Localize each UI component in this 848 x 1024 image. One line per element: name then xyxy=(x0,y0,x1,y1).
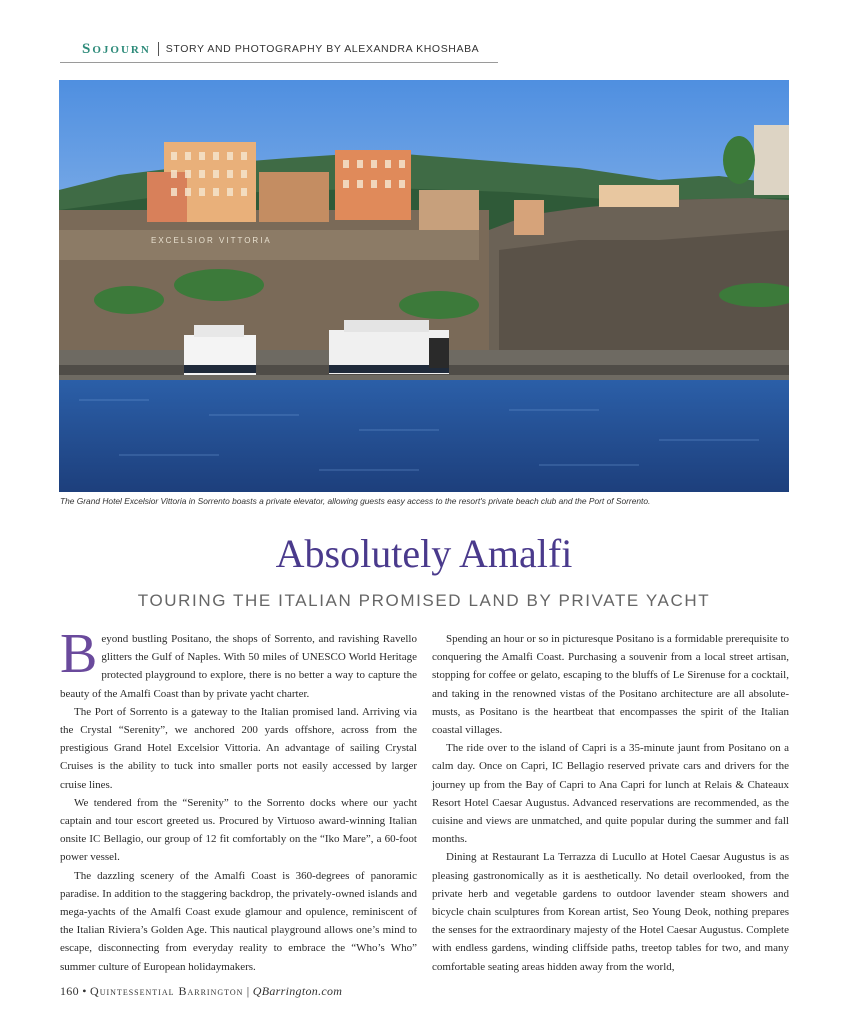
page-number: 160 xyxy=(60,984,79,998)
paragraph: Spending an hour or so in picturesque Positano is a formidable prerequisite to conquering the Amalfi Coast. Purchasing a souvenir from a local street artisan, stopping for coffee or gelato, escaping to the bluffs of Le Sirenuse for a cocktail, and taking in the renowned vistas of the Positano architecture are all absolute-musts, as Positano is the heartbeat that encompasses the spirit of the Italian coastal villages. xyxy=(432,633,789,737)
sorrento-coast-illustration xyxy=(59,80,789,492)
photo-caption: The Grand Hotel Excelsior Vittoria in Sorrento boasts a private elevator, allowing guests easy access to the resort's private beach club and the Port of Sorrento. xyxy=(60,496,651,506)
paragraph: The Port of Sorrento is a gateway to the Italian promised land. Arriving via the Crystal “Serenity”, we anchored 200 yards offshore, across from the prestigious Grand Hotel Excelsior Vittoria. An advantage of sailing Crystal Cruises is the ability to tuck into smaller ports not easily accessed by larger cruise lines. xyxy=(60,705,417,791)
column-left xyxy=(60,623,417,976)
drop-cap: B xyxy=(60,623,98,685)
header-divider xyxy=(158,42,159,56)
website-link[interactable]: QBarrington.com xyxy=(252,984,343,998)
column-right xyxy=(432,630,789,976)
publication-name: Quintessential Barrington xyxy=(90,984,244,998)
section-name: Sojourn xyxy=(82,41,151,57)
article-subtitle: TOURING THE ITALIAN PROMISED LAND BY PRIVATE YACHT xyxy=(137,591,711,610)
footer-bullet: • xyxy=(82,984,87,998)
paragraph: Beyond bustling Positano, the shops of Sorrento, and ravishing Ravello glitters the Gulf of Naples. With 50 miles of UNESCO World Heritage protected playground to explore, there is no better a way to capture the beauty of the Amalfi Coast than by private yacht charter. xyxy=(60,623,417,700)
paragraph: The dazzling scenery of the Amalfi Coast is 360-degrees of panoramic paradise. In addition to the staggering backdrop, the privately-owned islands and mega-yachts of the Amalfi Coast exude glamour and opulence, reminiscent of the Italian Riviera’s Golden Age. This nautical playground allows one’s mind to escape, disconnecting from everyday reality to embrace the “Who’s Who” summer culture of European holidaymakers. xyxy=(60,869,417,973)
hotel-sign: EXCELSIOR VITTORIA xyxy=(151,236,272,245)
paragraph: We tendered from the “Serenity” to the Sorrento docks where our yacht captain and tour escort greeted us. Procured by Virtuoso award-winning Italian onsite IC Bellagio, our group of 12 fit comfortably on the “Iko Mare”, a 60-foot power vessel. xyxy=(60,796,417,864)
byline: STORY AND PHOTOGRAPHY BY ALEXANDRA KHOSHABA xyxy=(165,43,480,55)
footer-separator: | xyxy=(246,984,250,998)
paragraph: The ride over to the island of Capri is a 35-minute jaunt from Positano on a calm day. Once on Capri, IC Bellagio reserved private cars and drivers for the journey up from the Bay of Capri to Ana Capri for lunch at Relais & Chateaux Resort Hotel Caesar Augustus. Advanced reservations are recommended, as the cuisine and views are unmatched, and quite popular during the summer and fall months. xyxy=(432,742,789,846)
paragraph: Dining at Restaurant La Terrazza di Lucullo at Hotel Caesar Augustus is as pleasing gastronomically as it is aesthetically. No detail overlooked, from the private herb and vegetable gardens to outdoor lavender steam showers and bicycle chain sculptures from Korean artist, Seo Young Deok, nothing prepares the senses for the extraordinary majesty of the Hotel Caesar Augustus. Complete with endless gardens, winding cliffside paths, treetop tables for two, and many comfortable seating areas hidden away from the world, xyxy=(432,851,789,973)
section-header xyxy=(60,40,498,63)
hero-photo xyxy=(59,80,789,492)
page-footer xyxy=(60,984,342,999)
article-title: Absolutely Amalfi xyxy=(275,531,573,576)
